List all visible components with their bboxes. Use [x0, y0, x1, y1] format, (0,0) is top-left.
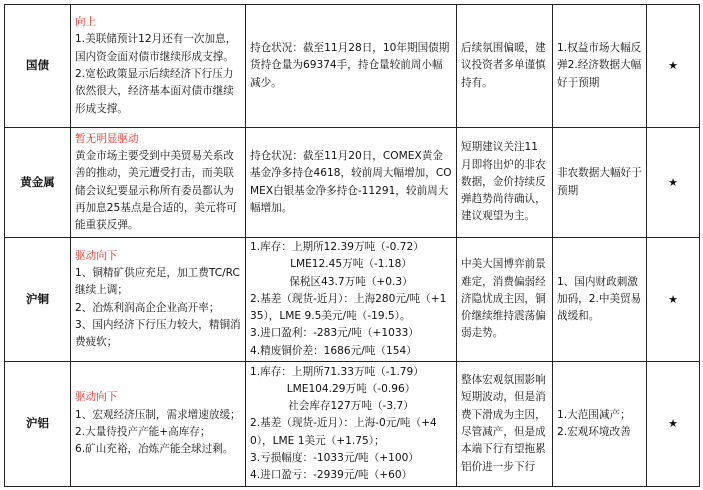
commodity-name: 沪铜	[5, 238, 71, 362]
commodity-name: 黄金属	[5, 128, 71, 238]
position-line: 2.基差（现货-近月）：上海-0元/吨（+40），LME 1美元（+1.75）；	[250, 417, 437, 447]
position-line: 社会库存127万吨（-3.7）	[288, 400, 414, 413]
position-line: 保税区43.7万吨（+0.3）	[289, 275, 413, 288]
driver-cell	[71, 238, 246, 362]
outlook-cell: 整体宏观氛围影响短期波动，但是消费下滑成为主因，尽管减产，但是成本端下行有望拖累铝价进一步下行	[457, 362, 553, 487]
table-row	[5, 362, 700, 487]
driver-direction: 驱动向下	[75, 249, 118, 262]
driver-direction: 暂无明显驱动	[75, 132, 139, 145]
risk-cell	[553, 238, 647, 362]
driver-direction: 向上	[75, 16, 97, 29]
position-line: 4.进口盈亏：-2939元/吨（+60）	[250, 469, 413, 482]
driver-cell	[71, 128, 246, 238]
risk-cell	[553, 5, 647, 128]
outlook-cell: 中美大国博弈前景难定，消费偏弱经济隐忧成主因，铜价继续维持震荡偏弱走势。	[457, 238, 553, 362]
position-line: 3.亏损幅度：-1033元/吨（+100）	[250, 452, 419, 465]
rating-star-icon: ★	[647, 128, 700, 238]
table-row	[5, 238, 700, 362]
commodity-name: 沪铝	[5, 362, 71, 487]
position-line: LME104.29万吨（-0.96）	[286, 382, 416, 395]
driver-cell	[71, 5, 246, 128]
position-line: 持仓状况：截至11月20日，COMEX黄金基金净多持仓4618，较前周大幅增加，COMEX白银基金净多持仓-11291，较前周大幅增加。	[250, 149, 452, 214]
outlook-cell: 短期建议关注11月即将出炉的非农数据，金价持续反弹趋势尚待确认，建议观望为主。	[457, 128, 553, 238]
position-cell	[246, 238, 457, 362]
table-row	[5, 128, 700, 238]
outlook-cell: 后续氛围偏暖，建议投资者多单谨慎持有。	[457, 5, 553, 128]
driver-line: 6.矿山充裕，冶炼产能全球过剩。	[75, 443, 234, 456]
rating-star-icon: ★	[647, 238, 700, 362]
driver-line: 黄金市场主要受到中美贸易关系改善的推动，美元遭受打击，而美联储会议纪要显示称所有委员都认为再加息25基点是合适的，美元将可能重获反弹。	[75, 149, 237, 232]
risk-line: 2.宏观环境改善	[557, 426, 631, 439]
position-line: 持仓状况：截至11月28日，10年期国债期货持仓量为69374手，持仓量较前周小幅减少。	[250, 42, 450, 89]
risk-line: 1、国内财政刺激加码，2.中美贸易战缓和。	[557, 275, 642, 323]
driver-line: 3、国内经济下行压力较大，精铜消费疲软；	[75, 318, 241, 349]
risk-line: 非农数据大幅好于预期	[557, 167, 642, 197]
driver-direction: 驱动向下	[75, 391, 118, 404]
rating-star-icon: ★	[647, 362, 700, 487]
risk-cell	[553, 128, 647, 238]
risk-cell	[553, 362, 647, 487]
driver-line: 1.美联储预计12月还有一次加息，国内资金面对债市继续形成支撑。	[75, 33, 237, 63]
driver-line: 2、冶炼利润高企企业高开率；	[75, 301, 220, 314]
table-row	[5, 5, 700, 128]
risk-line: 1.权益市场大幅反弹2.经济数据大幅好于预期	[557, 42, 642, 89]
commodity-name: 国债	[5, 5, 71, 128]
position-cell	[246, 128, 457, 238]
position-line: 1.库存：上期所12.39万吨（-0.72）	[250, 241, 424, 253]
driver-line: 1、宏观经济压制，需求增速放缓；	[75, 408, 241, 421]
position-cell	[246, 362, 457, 487]
driver-cell	[71, 362, 246, 487]
risk-line: 1.大范围减产；	[557, 408, 631, 421]
rating-star-icon: ★	[647, 5, 700, 128]
position-cell	[246, 5, 457, 128]
futures-strategy-table	[4, 4, 700, 487]
position-line: LME12.45万吨（-1.18）	[290, 258, 412, 271]
position-line: 2.基差（现货-近月）：上海280元/吨（+135），LME 9.5美元/吨（-19.5）。	[250, 292, 447, 323]
driver-line: 2.宽松政策显示后续经济下行压力依然很大，经济基本面对债市继续形成支撑。	[75, 68, 234, 115]
driver-line: 2.大量待投产产能+高库存；	[75, 426, 211, 439]
position-line: 4.精废铜价差：1686元/吨（154）	[250, 344, 417, 357]
driver-line: 1、铜精矿供应充足，加工费TC/RC继续上调；	[75, 266, 240, 297]
position-line: 3.进口盈利：-283元/吨（+1033）	[250, 327, 419, 340]
position-line: 1.库存：上期所71.33万吨（-1.79）	[250, 365, 424, 378]
